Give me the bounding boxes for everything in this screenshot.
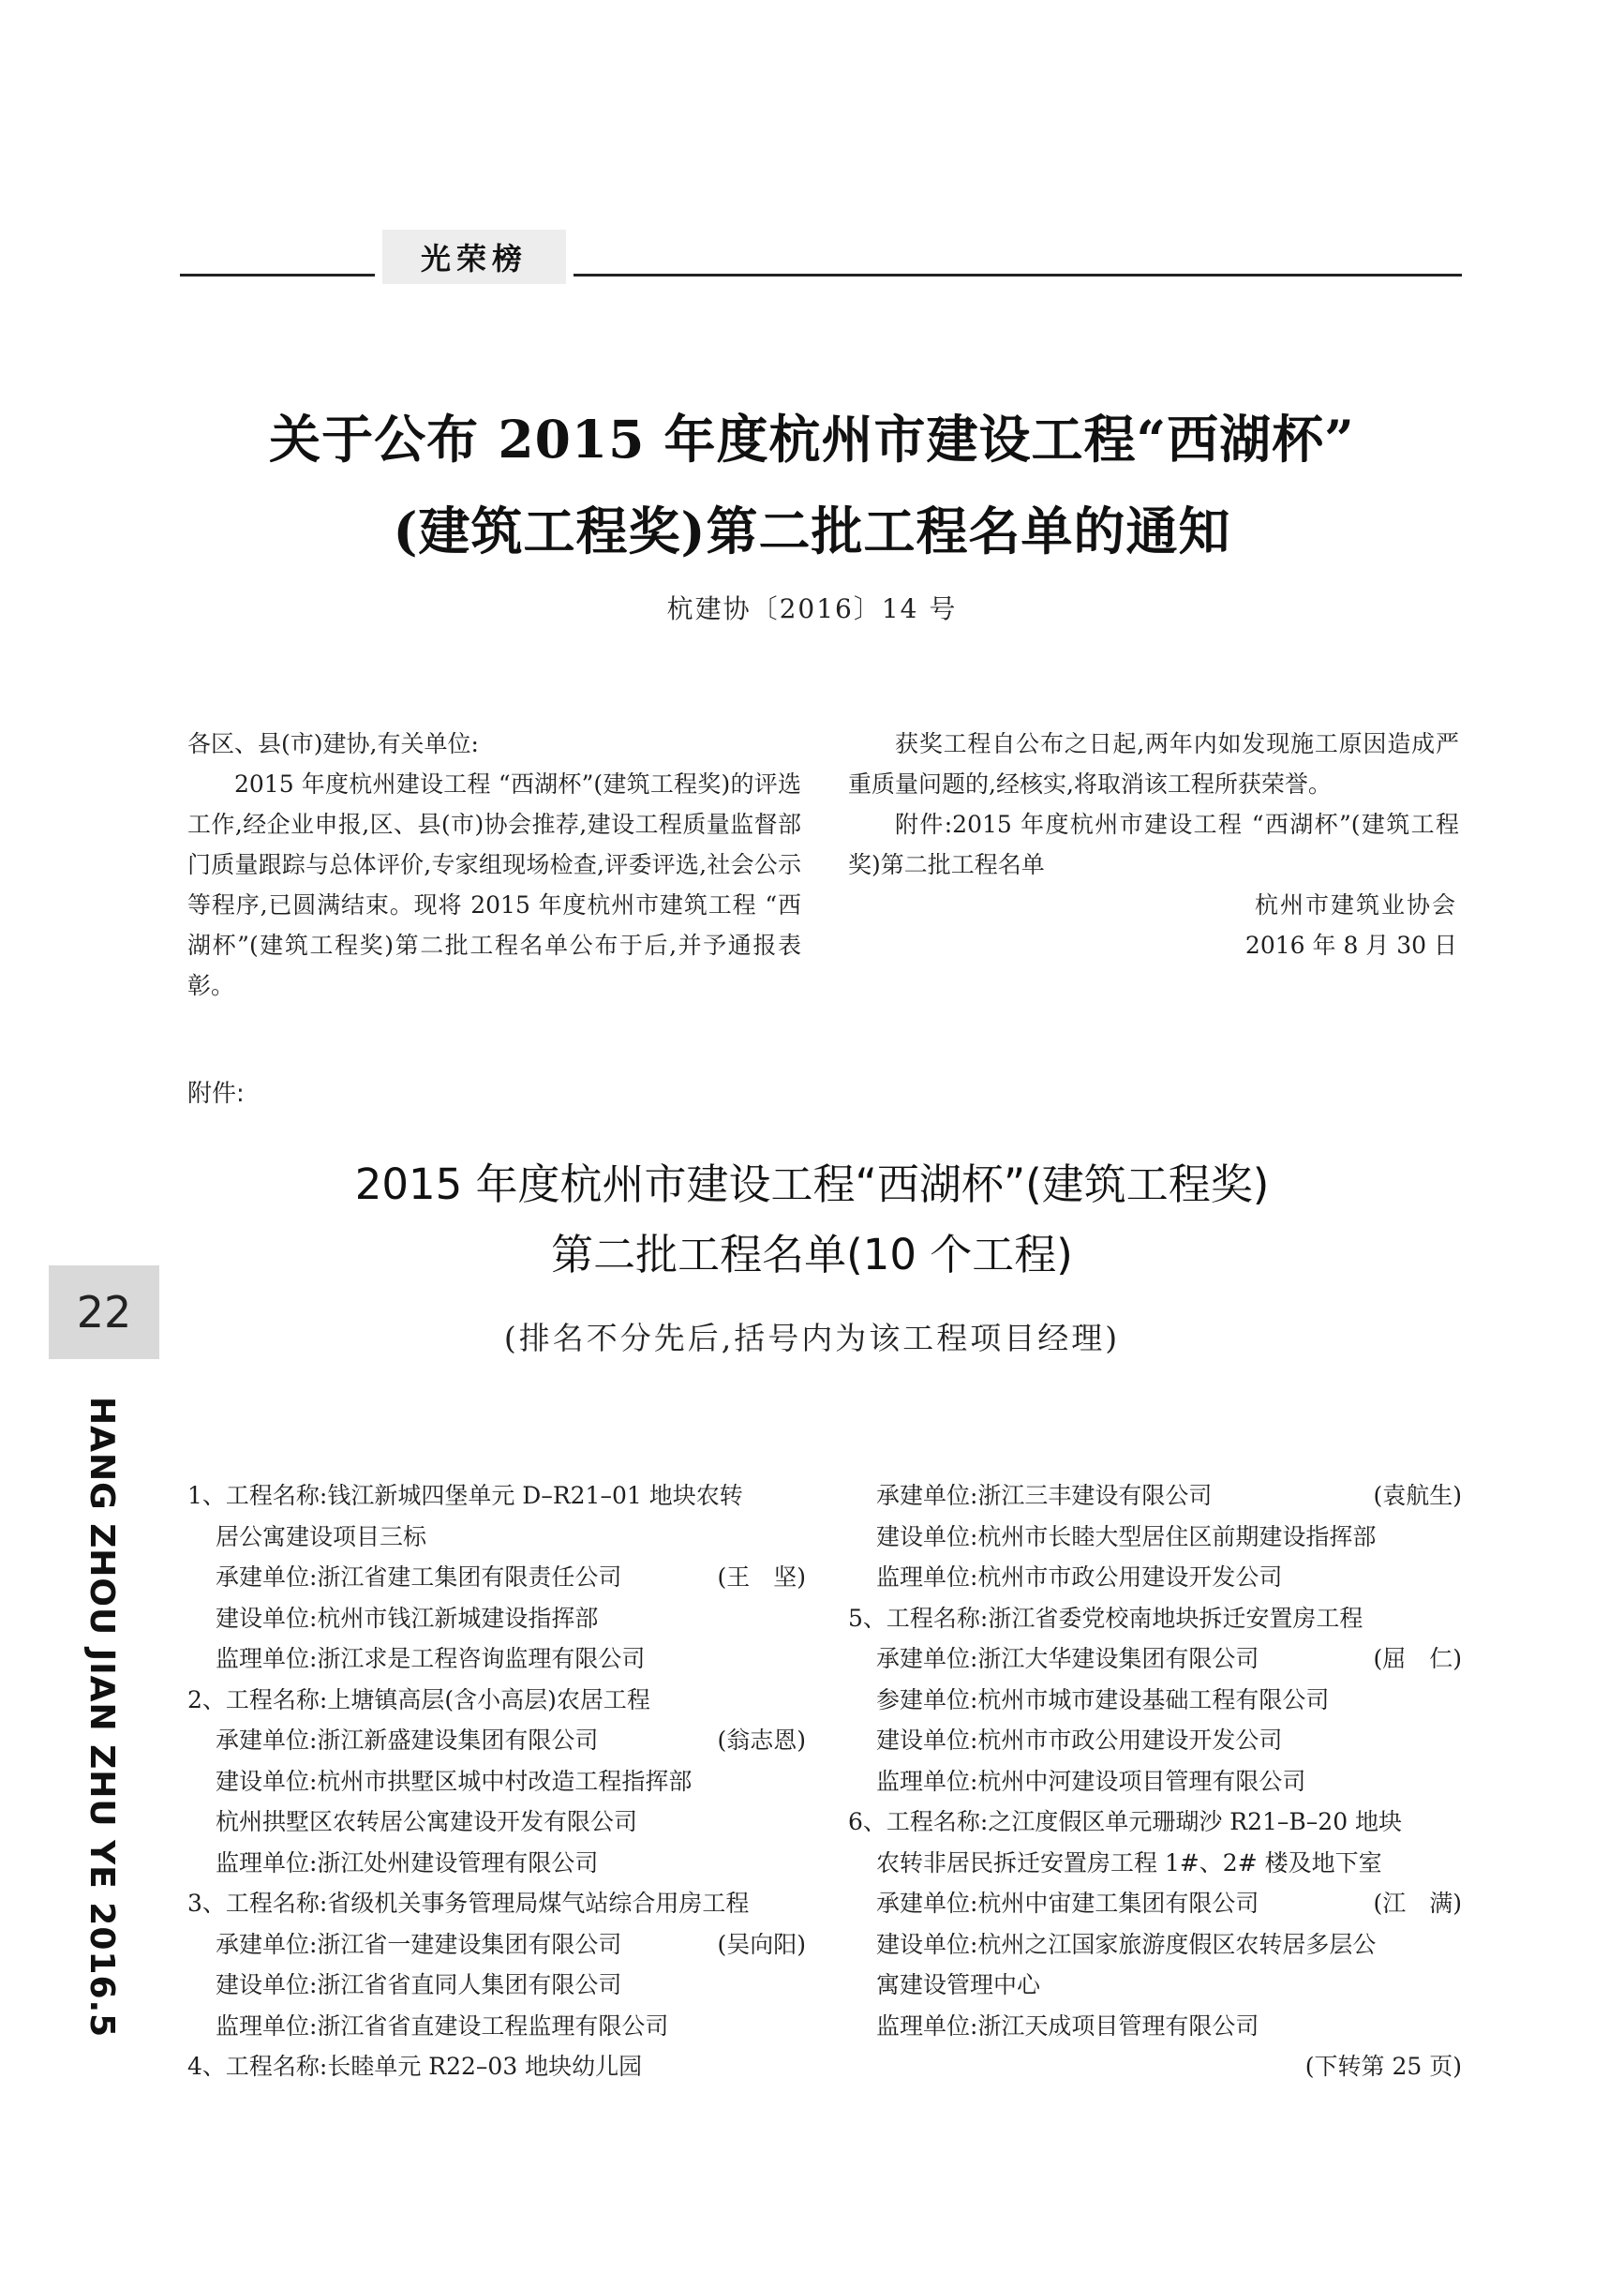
list-title-line-1: 2015 年度杭州市建设工程“西湖杯”(建筑工程奖) [354, 1159, 1270, 1209]
list-item [187, 1924, 806, 1966]
list-item [848, 1883, 1462, 1924]
list-item [848, 1924, 1462, 1966]
list-item-text: 监理单位:浙江处州建设管理有限公司 [216, 1848, 599, 1877]
list-item-text: 监理单位:杭州中河建设项目管理有限公司 [876, 1767, 1306, 1795]
list-item-text: 6、工程名称:之江度假区单元珊瑚沙 R21–B–20 地块 [848, 1808, 1403, 1835]
list-item-text: 2、工程名称:上塘镇高层(含小高层)农居工程 [187, 1685, 650, 1713]
list-item-text: 建设单位:杭州市拱墅区城中村改造工程指挥部 [216, 1767, 693, 1795]
list-item [848, 1761, 1462, 1802]
list-item [187, 1557, 806, 1598]
list-item [187, 1475, 806, 1517]
list-item-text: 承建单位:浙江三丰建设有限公司 [876, 1482, 1213, 1509]
list-item [848, 1965, 1462, 2006]
list-item-manager: (屈 仁) [1373, 1645, 1462, 1672]
list-item [848, 1638, 1462, 1680]
list-item-text: 参建单位:杭州市城市建设基础工程有限公司 [876, 1685, 1330, 1713]
list-title-line-2: 第二批工程名单(10 个工程) [551, 1230, 1073, 1279]
list-item-text: 承建单位:浙江省建工集团有限责任公司 [216, 1563, 622, 1591]
list-item-text: 建设单位:浙江省省直同人集团有限公司 [216, 1971, 622, 1998]
list-item-text: 监理单位:浙江省省直建设工程监理有限公司 [216, 2011, 669, 2040]
list-item [848, 1680, 1462, 1721]
list-item [187, 1680, 806, 1721]
list-item [848, 1557, 1462, 1598]
notice-date: 2016 年 8 月 30 日 [1244, 932, 1457, 959]
notice-title-line-2: (建筑工程奖)第二批工程名单的通知 [393, 501, 1231, 561]
list-item [848, 1843, 1462, 1884]
section-label: 光荣榜 [382, 230, 566, 284]
list-item-text: 1、工程名称:钱江新城四堡单元 D–R21–01 地块农转 [187, 1482, 743, 1509]
list-item [848, 1475, 1462, 1517]
list-item-text: 建设单位:杭州市钱江新城建设指挥部 [216, 1604, 599, 1632]
list-item-text: 建设单位:杭州市市政公用建设开发公司 [876, 1727, 1283, 1754]
document-number: 杭建协〔2016〕14 号 [666, 593, 958, 624]
list-item-text: 监理单位:浙江天成项目管理有限公司 [876, 2011, 1259, 2040]
list-item-manager: (下转第 25 页) [1304, 2053, 1462, 2080]
list-item [187, 1720, 806, 1761]
list-item [848, 1598, 1462, 1639]
list-item [187, 1802, 806, 1843]
list-item-text: 杭州拱墅区农转居公寓建设开发有限公司 [216, 1808, 638, 1835]
list-item-text: 寓建设管理中心 [876, 1971, 1041, 1998]
list-item [187, 2006, 806, 2047]
attachment-label: 附件: [187, 1080, 245, 1108]
notice-left-column [187, 724, 801, 1006]
list-item-text: 监理单位:浙江求是工程咨询监理有限公司 [216, 1645, 646, 1672]
list-item-text: 建设单位:杭州市长睦大型居住区前期建设指挥部 [876, 1522, 1377, 1550]
list-item-manager: (吴向阳) [717, 1930, 806, 1958]
list-item-text: 居公寓建设项目三标 [216, 1522, 427, 1550]
list-item-text: 农转非居民拆迁安置房工程 1#、2# 楼及地下室 [876, 1848, 1382, 1877]
list-item-text: 5、工程名称:浙江省委党校南地块拆迁安置房工程 [848, 1604, 1363, 1632]
list-item [187, 1598, 806, 1639]
list-item [848, 1517, 1462, 1558]
page-number: 22 [49, 1265, 159, 1359]
list-item [187, 1761, 806, 1802]
list-item-text: 监理单位:杭州市市政公用建设开发公司 [876, 1563, 1283, 1591]
list-item [848, 2006, 1462, 2047]
list-item-text: 建设单位:杭州之江国家旅游度假区农转居多层公 [876, 1930, 1377, 1958]
list-item [187, 1965, 806, 2006]
list-item-text: 4、工程名称:长睦单元 R22–03 地块幼儿园 [187, 2053, 643, 2080]
list-item-manager: (翁志恩) [717, 1727, 806, 1754]
list-item-text: 承建单位:浙江省一建建设集团有限公司 [216, 1930, 622, 1958]
notice-signer: 杭州市建筑业协会 [1254, 891, 1457, 919]
notice-title-line-1: 关于公布 2015 年度杭州市建设工程“西湖杯” [269, 409, 1355, 470]
list-subtitle: (排名不分先后,括号内为该工程项目经理) [503, 1320, 1121, 1356]
notice-salutation: 各区、县(市)建协,有关单位: [187, 730, 479, 757]
header-rule-right [574, 274, 1462, 277]
list-item [848, 2046, 1462, 2087]
project-list-left [187, 1475, 806, 2087]
list-item [187, 2046, 806, 2087]
notice-revocation-paragraph: 获奖工程自公布之日起,两年内如发现施工原因造成严重质量问题的,经核实,将取消该工程所获荣誉。 [848, 730, 1459, 798]
notice-attachment-line: 附件:2015 年度杭州市建设工程 “西湖杯”(建筑工程奖)第二批工程名单 [848, 811, 1459, 878]
list-item-manager: (袁航生) [1373, 1482, 1462, 1509]
list-item [187, 1883, 806, 1924]
journal-issue-label: HANG ZHOU JIAN ZHU YE 2016.5 [82, 1397, 121, 2039]
notice-right-column [848, 724, 1459, 965]
list-item [848, 1720, 1462, 1761]
list-item-text: 承建单位:浙江大华建设集团有限公司 [876, 1645, 1259, 1672]
header-rule-left [180, 274, 375, 277]
list-item [187, 1638, 806, 1680]
list-item [187, 1517, 806, 1558]
list-item-manager: (王 坚) [717, 1563, 806, 1591]
list-item [848, 1802, 1462, 1843]
list-item-text: 承建单位:杭州中宙建工集团有限公司 [876, 1890, 1259, 1917]
list-item [187, 1843, 806, 1884]
list-item-text: 3、工程名称:省级机关事务管理局煤气站综合用房工程 [187, 1890, 750, 1917]
project-list-right [848, 1475, 1462, 2087]
list-item-text: 承建单位:浙江新盛建设集团有限公司 [216, 1727, 599, 1754]
list-item-manager: (江 满) [1373, 1890, 1462, 1917]
notice-body-paragraph: 2015 年度杭州建设工程 “西湖杯”(建筑工程奖)的评选工作,经企业申报,区、县(市)协会推荐,建设工程质量监督部门质量跟踪与总体评价,专家组现场检查,评委评选,社会公示等程序,已圆满结束。现将 2015 年度杭州市建筑工程 “西湖杯”(建筑工程奖)第二批工程名单公布于后,并予通报表彰。 [187, 770, 801, 999]
